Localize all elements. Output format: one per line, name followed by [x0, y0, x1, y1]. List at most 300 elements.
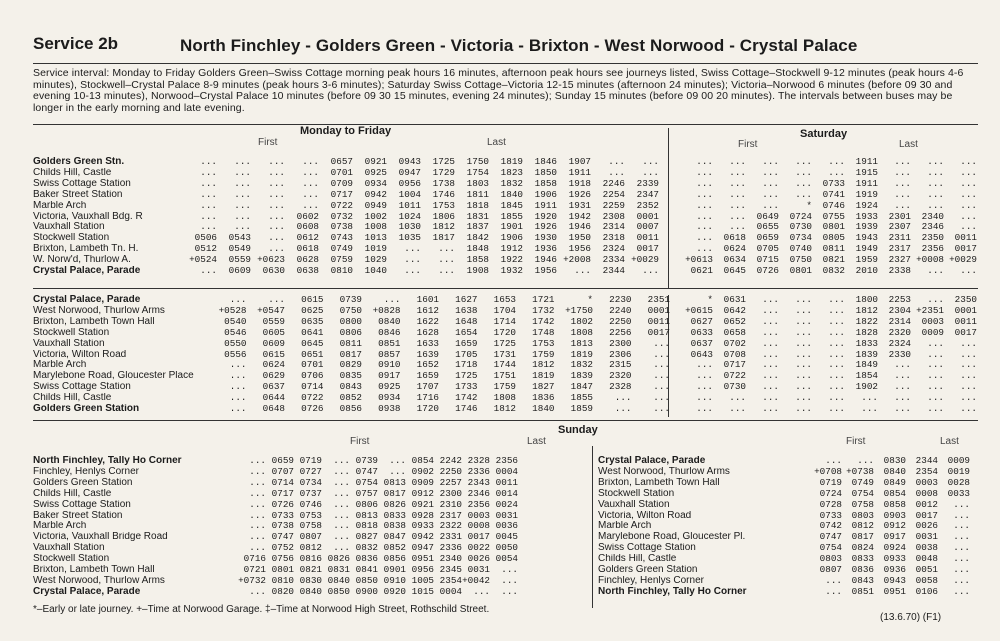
table-row [680, 404, 977, 415]
time-cell: ... [894, 403, 911, 415]
time-cell: 0936 [883, 564, 906, 576]
time-cell: ... [828, 166, 845, 178]
time-cell: 0017 [954, 243, 977, 255]
time-cell: ... [249, 509, 266, 521]
time-cell: 2010 [855, 265, 878, 277]
time-cell: ... [404, 254, 421, 266]
footnote: *–Early or late journey. +–Time at Norwood Garage. ‡–Time at Norwood High Street, Rothschild Street. [33, 604, 490, 615]
time-cell: 2317 [888, 243, 911, 255]
time-cell: 2339 [636, 177, 659, 189]
time-cell: 1659 [416, 370, 439, 382]
time-cell: ... [234, 199, 251, 211]
table-row [598, 467, 970, 478]
time-cell: ... [795, 337, 812, 349]
time-cell: 0754 [851, 487, 874, 499]
time-cell: 1848 [466, 243, 489, 255]
time-cell: ... [696, 188, 713, 200]
stop-name: Brixton, Lambeth Town Hall [33, 565, 155, 576]
time-cell: 2345 [439, 564, 462, 576]
time-cell: 0707 [271, 465, 294, 477]
stop-name: Marble Arch [33, 360, 87, 371]
time-cell: 0721 [243, 564, 266, 576]
time-cell: 0801 [822, 221, 845, 233]
time-cell: 1901 [500, 221, 523, 233]
time-cell: ... [696, 156, 713, 167]
time-cell: 1908 [466, 265, 489, 277]
time-cell: 0811 [822, 243, 845, 255]
time-cell: 2344 [602, 265, 625, 277]
time-cell: 0728 [819, 498, 842, 510]
time-cell: 0737 [299, 487, 322, 499]
route-title: North Finchley - Golders Green - Victoria - Brixton - West Norwood - Crystal Palace [180, 36, 858, 55]
time-cell: 2340 [921, 210, 944, 222]
time-cell: 0811 [339, 337, 362, 349]
time-cell: 0840 [299, 585, 322, 597]
stop-name: Swiss Cottage Station [598, 543, 696, 554]
time-cell: 2356 [467, 498, 490, 510]
time-cell: ... [861, 392, 878, 404]
time-cell: 1837 [466, 221, 489, 233]
time-cell: ... [608, 156, 625, 167]
time-cell: 1612 [416, 304, 439, 316]
time-cell: 2343 [467, 476, 490, 488]
time-cell: 0826 [383, 498, 406, 510]
time-cell: 1922 [500, 254, 523, 266]
time-cell: 0007 [636, 221, 659, 233]
time-cell: ... [927, 337, 944, 349]
table-row [598, 532, 970, 543]
time-cell: 0851 [851, 585, 874, 597]
time-cell: ... [960, 177, 977, 189]
time-cell: 1725 [432, 156, 455, 167]
time-cell: 0821 [822, 254, 845, 266]
stop-name: Stockwell Station [33, 554, 110, 565]
time-cell: ... [795, 392, 812, 404]
time-cell: 2336 [467, 465, 490, 477]
time-cell: 0817 [383, 487, 406, 499]
time-cell: 1819 [570, 348, 593, 360]
mid-rule [33, 288, 978, 289]
time-cell: 0106 [915, 585, 938, 597]
time-cell: 0609 [228, 265, 251, 277]
time-cell: ... [762, 166, 779, 178]
time-cell: ... [729, 177, 746, 189]
time-cell: ... [927, 381, 944, 393]
time-cell: 1704 [493, 304, 516, 316]
time-cell: 0843 [339, 381, 362, 393]
time-cell: 0806 [355, 498, 378, 510]
time-cell: 0754 [819, 542, 842, 554]
time-cell: 0820 [271, 585, 294, 597]
stop-name: Golders Green Station [33, 404, 140, 415]
time-cell: ... [653, 403, 670, 415]
table-row [33, 190, 659, 201]
time-cell: ... [960, 188, 977, 200]
time-cell: 0833 [383, 509, 406, 521]
time-cell: 0817 [851, 531, 874, 543]
time-cell: ... [229, 392, 247, 404]
time-cell: +0828 [372, 304, 401, 316]
time-cell: 2306 [609, 348, 632, 360]
time-cell: ... [762, 370, 779, 382]
sun-in-last-label: Last [940, 436, 959, 447]
time-cell: 1813 [570, 337, 593, 349]
time-cell: 0643 [690, 348, 713, 360]
time-cell: * [587, 294, 593, 305]
time-cell: 2346 [467, 487, 490, 499]
time-cell: 1906 [500, 232, 523, 244]
time-cell: ... [696, 359, 713, 371]
stop-name: North Finchley, Tally Ho Corner [598, 586, 747, 597]
stop-name: West Norwood, Thurlow Arms [33, 305, 165, 316]
time-cell: ... [927, 177, 944, 189]
time-cell: 1819 [532, 370, 555, 382]
time-cell: ... [302, 156, 319, 167]
time-cell: ... [960, 381, 977, 393]
time-cell: 1926 [534, 221, 557, 233]
time-cell: 2315 [609, 359, 632, 371]
time-cell: 0624 [723, 243, 746, 255]
time-cell: ... [927, 188, 944, 200]
stop-name: Vauxhall Station [33, 543, 105, 554]
time-cell: 0559 [262, 315, 285, 327]
time-cell: 0836 [355, 553, 378, 565]
time-cell: ... [333, 531, 350, 543]
time-cell: +0008 [916, 254, 944, 266]
stop-name: Baker Street Station [33, 510, 123, 521]
time-cell: 0655 [756, 221, 779, 233]
time-cell: 0738 [330, 221, 353, 233]
time-cell: 2328 [609, 381, 632, 393]
time-cell: 1746 [455, 403, 478, 415]
time-cell: 0801 [789, 265, 812, 277]
time-cell: ... [828, 304, 845, 316]
time-cell: 0830 [299, 574, 322, 586]
time-cell: 0756 [271, 553, 294, 565]
time-cell: ... [960, 156, 977, 167]
time-cell: ... [927, 294, 944, 305]
time-cell: * [806, 199, 812, 211]
time-cell: ... [696, 403, 713, 415]
time-cell: 0022 [467, 542, 490, 554]
time-cell: ... [614, 403, 632, 415]
time-cell: ... [795, 315, 812, 327]
time-cell: ... [234, 166, 251, 178]
time-cell: ... [729, 403, 746, 415]
time-cell: ... [333, 509, 350, 521]
time-cell: ... [653, 392, 670, 404]
time-cell: 1832 [570, 359, 593, 371]
time-cell: 0001 [647, 304, 670, 316]
time-cell: ... [200, 210, 217, 222]
time-cell: ... [927, 166, 944, 178]
time-cell: 0714 [301, 381, 324, 393]
table-row [598, 554, 970, 565]
time-cell: ... [642, 156, 659, 167]
time-cell: ... [333, 455, 350, 466]
time-cell: ... [953, 585, 970, 597]
time-cell: 1714 [493, 315, 516, 327]
time-cell: ... [501, 585, 518, 597]
time-cell: 0634 [723, 254, 746, 266]
time-cell: 0642 [723, 304, 746, 316]
time-cell: 0833 [851, 553, 874, 565]
time-cell: 1802 [570, 315, 593, 327]
time-cell: 2253 [888, 294, 911, 305]
time-cell: 0011 [954, 232, 977, 244]
time-cell: ... [696, 199, 713, 211]
time-cell: 0810 [271, 574, 294, 586]
time-cell: 1919 [855, 188, 878, 200]
time-cell: ... [795, 403, 812, 415]
time-cell: 0615 [262, 348, 285, 360]
stop-name: Stockwell Station [598, 488, 675, 499]
stop-name: Vauxhall Station [33, 222, 105, 233]
mf-outbound-table [33, 157, 659, 277]
stop-name: Golders Green Stn. [33, 157, 125, 167]
time-cell: ... [200, 188, 217, 200]
time-cell: ... [200, 166, 217, 178]
time-cell: 2347 [636, 188, 659, 200]
mf-heading: Monday to Friday [300, 125, 392, 137]
time-cell: ... [960, 348, 977, 360]
table-row [598, 565, 970, 576]
sun-inbound-table [598, 456, 970, 598]
time-cell: 1746 [432, 188, 455, 200]
time-cell: 1907 [568, 156, 591, 167]
time-cell: ... [960, 392, 977, 404]
time-cell: 2304 [888, 304, 911, 316]
time-cell: 0827 [355, 531, 378, 543]
time-cell: ... [762, 294, 779, 305]
time-cell: 0709 [330, 177, 353, 189]
time-cell: ... [268, 221, 285, 233]
time-cell: ... [234, 177, 251, 189]
time-cell: 0732 [330, 210, 353, 222]
time-cell: ... [762, 304, 779, 316]
time-cell: ... [268, 243, 285, 255]
time-cell: 0638 [296, 265, 319, 277]
time-cell: ... [894, 156, 911, 167]
time-cell: 2256 [609, 326, 632, 338]
time-cell: 0934 [364, 177, 387, 189]
stop-name: Baker Street Station [33, 189, 123, 200]
time-cell: ... [894, 359, 911, 371]
time-cell: ... [927, 348, 944, 360]
time-cell: 1753 [432, 199, 455, 211]
time-cell: ... [501, 574, 518, 586]
time-cell: 0540 [224, 315, 247, 327]
time-cell: 0722 [301, 392, 324, 404]
time-cell: ... [960, 221, 977, 233]
time-cell: 0734 [789, 232, 812, 244]
time-cell: 2310 [439, 498, 462, 510]
table-row [598, 456, 970, 467]
date-code: (13.6.70) (F1) [880, 612, 942, 623]
stop-name: Victoria, Wilton Road [33, 349, 127, 360]
time-cell: ... [953, 520, 970, 532]
time-cell: ... [302, 166, 319, 178]
time-cell: ... [333, 487, 350, 499]
time-cell: 1759 [532, 348, 555, 360]
time-cell: 1827 [532, 381, 555, 393]
stop-name: Childs Hill, Castle [33, 488, 112, 499]
header-rule [33, 63, 978, 64]
time-cell: 0901 [383, 564, 406, 576]
time-cell: 1013 [364, 232, 387, 244]
time-cell: 1803 [466, 177, 489, 189]
time-cell: 0849 [883, 476, 906, 488]
time-cell: 2338 [888, 265, 911, 277]
time-cell: 2340 [439, 553, 462, 565]
mf-sat-divider [668, 128, 669, 288]
time-cell: ... [960, 265, 977, 277]
time-cell: 1911 [534, 199, 557, 211]
sun-first-label: First [350, 436, 370, 447]
time-cell: 0801 [271, 564, 294, 576]
time-cell: ... [825, 585, 842, 597]
time-cell: 1716 [416, 392, 439, 404]
sat-heading: Saturday [800, 128, 848, 140]
time-cell: 1840 [500, 188, 523, 200]
time-cell: ... [828, 326, 845, 338]
time-cell: 0651 [301, 348, 324, 360]
time-cell: 0727 [299, 465, 322, 477]
time-cell: 0805 [822, 232, 845, 244]
time-cell: ... [473, 585, 490, 597]
time-cell: 0637 [690, 337, 713, 349]
time-cell: 0747 [355, 465, 378, 477]
time-cell: 1011 [398, 199, 421, 211]
time-cell: 0800 [339, 315, 362, 327]
time-cell: 0829 [339, 359, 362, 371]
time-cell: 0012 [915, 498, 938, 510]
stop-name: Crystal Palace, Parade [33, 266, 141, 277]
time-cell: 2356 [495, 455, 518, 466]
time-cell: ... [268, 232, 285, 244]
time-cell: 1733 [455, 381, 478, 393]
time-cell: 1833 [855, 337, 878, 349]
time-cell: 0826 [327, 553, 350, 565]
time-cell: 1732 [532, 304, 555, 316]
time-cell: 1808 [493, 392, 516, 404]
time-cell: 0637 [262, 381, 285, 393]
time-cell: ... [828, 156, 845, 167]
time-cell: 1800 [855, 294, 878, 305]
time-cell: 1653 [493, 294, 516, 305]
time-cell: 0017 [647, 326, 670, 338]
time-cell: 0813 [383, 476, 406, 488]
time-cell: 0649 [756, 210, 779, 222]
time-cell: ... [953, 574, 970, 586]
time-cell: ... [960, 337, 977, 349]
time-cell: 0629 [262, 370, 285, 382]
time-cell: ... [268, 166, 285, 178]
time-cell: 0933 [411, 520, 434, 532]
time-cell: 0747 [819, 531, 842, 543]
time-cell: ... [960, 210, 977, 222]
time-cell: 0708 [723, 348, 746, 360]
time-cell: +0042 [462, 574, 490, 586]
time-cell: +0524 [189, 254, 217, 266]
time-cell: 0821 [299, 564, 322, 576]
time-cell: 0947 [398, 166, 421, 178]
time-cell: 1926 [568, 188, 591, 200]
time-cell: ... [268, 294, 285, 305]
time-cell: 0706 [301, 370, 324, 382]
time-cell: 1811 [466, 188, 489, 200]
time-cell: 0031 [495, 509, 518, 521]
time-cell: 1729 [432, 166, 455, 178]
time-cell: 0026 [915, 520, 938, 532]
time-cell: 2352 [636, 199, 659, 211]
time-cell: 0831 [327, 564, 350, 576]
time-cell: 0716 [243, 553, 266, 565]
time-cell: 0850 [327, 585, 350, 597]
time-cell: 0942 [364, 188, 387, 200]
time-cell: 1742 [455, 392, 478, 404]
time-cell: 0644 [262, 392, 285, 404]
time-cell: 2324 [602, 243, 625, 255]
time-cell: 0657 [330, 156, 353, 167]
time-cell: 0812 [851, 520, 874, 532]
time-cell: ... [696, 232, 713, 244]
time-cell: ... [696, 370, 713, 382]
time-cell: 0739 [339, 294, 362, 305]
time-cell: ... [229, 370, 247, 382]
time-cell: 2314 [602, 221, 625, 233]
time-cell: 2308 [602, 210, 625, 222]
time-cell: 0841 [355, 564, 378, 576]
time-cell: 0847 [383, 531, 406, 543]
time-cell: 1754 [466, 166, 489, 178]
time-cell: ... [894, 381, 911, 393]
table-row [680, 328, 977, 339]
time-cell: 1720 [416, 403, 439, 415]
time-cell: ... [653, 359, 670, 371]
time-cell: 0011 [636, 232, 659, 244]
time-cell: 1659 [455, 337, 478, 349]
time-cell: 0817 [339, 348, 362, 360]
time-cell: 1750 [466, 156, 489, 167]
time-cell: 0625 [301, 304, 324, 316]
time-cell: 0730 [723, 381, 746, 393]
time-cell: 0011 [954, 315, 977, 327]
table-row [598, 478, 970, 489]
sat-inbound-table [680, 295, 977, 415]
time-cell: ... [927, 359, 944, 371]
time-cell: 0724 [789, 210, 812, 222]
time-cell: ... [696, 392, 713, 404]
time-cell: 1748 [532, 326, 555, 338]
time-cell: 0724 [819, 487, 842, 499]
sun-heading: Sunday [558, 424, 598, 436]
table-row [680, 266, 977, 277]
table-row [598, 543, 970, 554]
time-cell: 0648 [262, 403, 285, 415]
time-cell: 0747 [271, 531, 294, 543]
time-cell: ... [960, 359, 977, 371]
time-cell: 1707 [416, 381, 439, 393]
time-cell: ... [608, 166, 625, 178]
time-cell: 0036 [495, 520, 518, 532]
time-cell: ... [229, 381, 247, 393]
time-cell: 1725 [493, 337, 516, 349]
time-cell: ... [268, 177, 285, 189]
time-cell: 0734 [299, 476, 322, 488]
time-cell: 0921 [364, 156, 387, 167]
time-cell: 1806 [432, 210, 455, 222]
